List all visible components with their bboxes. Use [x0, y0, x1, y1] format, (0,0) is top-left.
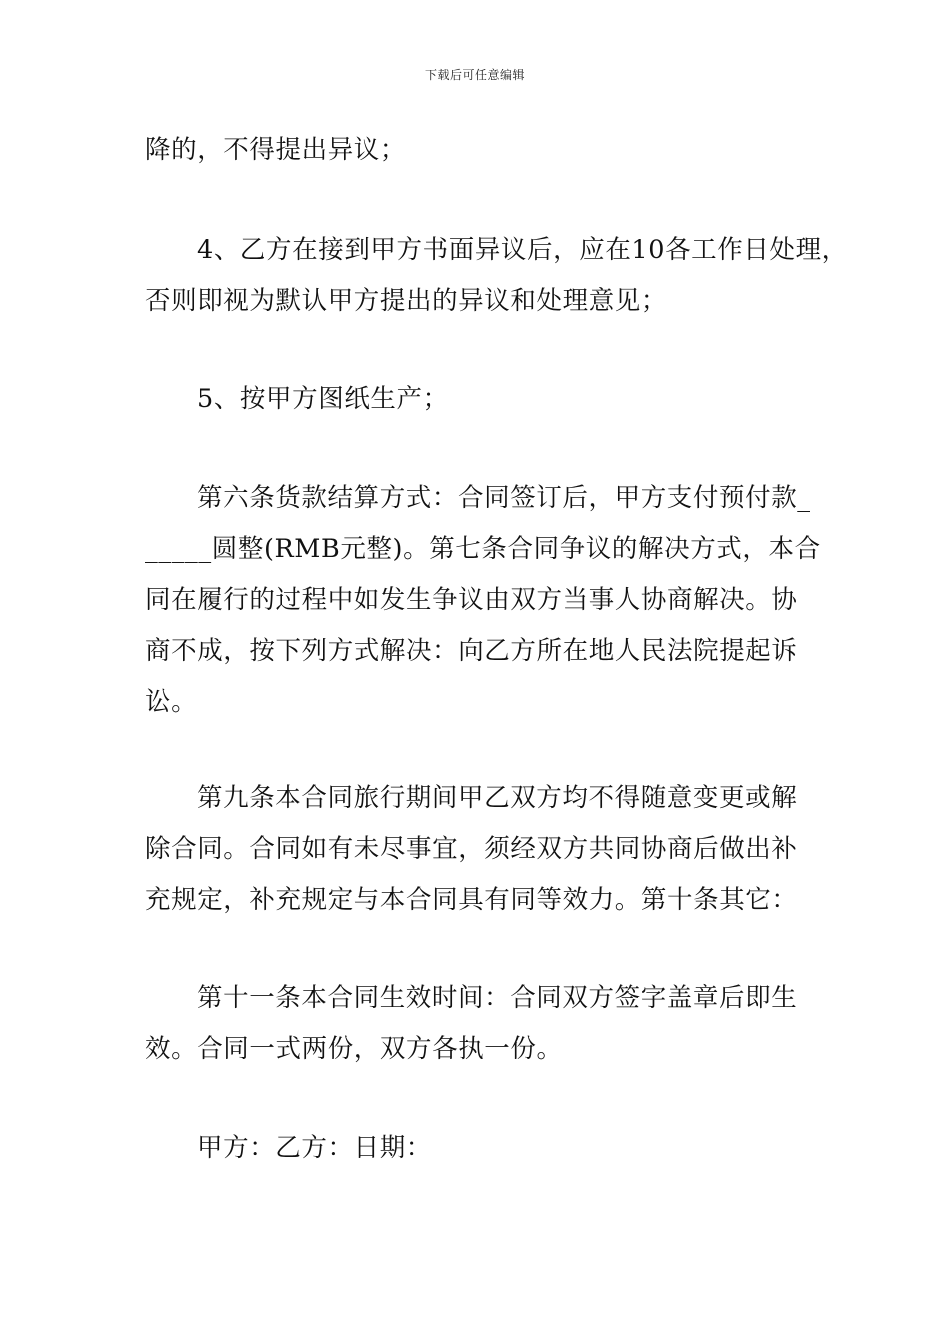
text-line: 除合同。合同如有未尽事宜，须经双方共同协商后做出补 [145, 834, 798, 864]
page-header: 下载后可任意编辑 [424, 68, 525, 82]
paragraph-article-9-10 [145, 773, 835, 926]
paragraph-item-4 [145, 225, 848, 327]
paragraph-item-5 [145, 374, 835, 425]
text-line: 第十一条本合同生效时间：合同双方签字盖章后即生 [197, 983, 798, 1013]
text-line: 第六条货款结算方式：合同签订后，甲方支付预付款_ [197, 483, 811, 513]
text-line: 商不成，按下列方式解决：向乙方所在地人民法院提起诉 [145, 636, 798, 666]
signature-line [145, 1123, 835, 1174]
text-line: 效。合同一式两份，双方各执一份。 [145, 1034, 563, 1064]
text-line: 第九条本合同旅行期间甲乙双方均不得随意变更或解 [197, 783, 798, 813]
paragraph-article-11 [145, 973, 835, 1075]
text-line: _____圆整(RMB元整)。第七条合同争议的解决方式，本合 [145, 534, 821, 564]
text-line: 甲方：乙方：日期： [197, 1133, 432, 1163]
text-line: 同在履行的过程中如发生争议由双方当事人协商解决。协 [145, 585, 798, 615]
text-line: 充规定，补充规定与本合同具有同等效力。第十条其它： [145, 885, 798, 915]
paragraph-article-6-7 [145, 473, 835, 728]
text-line: 否则即视为默认甲方提出的异议和处理意见； [145, 286, 668, 316]
text-line: 讼。 [145, 687, 198, 717]
paragraph-continuation [145, 125, 835, 176]
text-line: 5、按甲方图纸生产； [197, 384, 449, 414]
text-line: 4、乙方在接到甲方书面异议后，应在10各工作日处理， [197, 235, 848, 265]
text-line: 降的，不得提出异议； [145, 135, 407, 165]
